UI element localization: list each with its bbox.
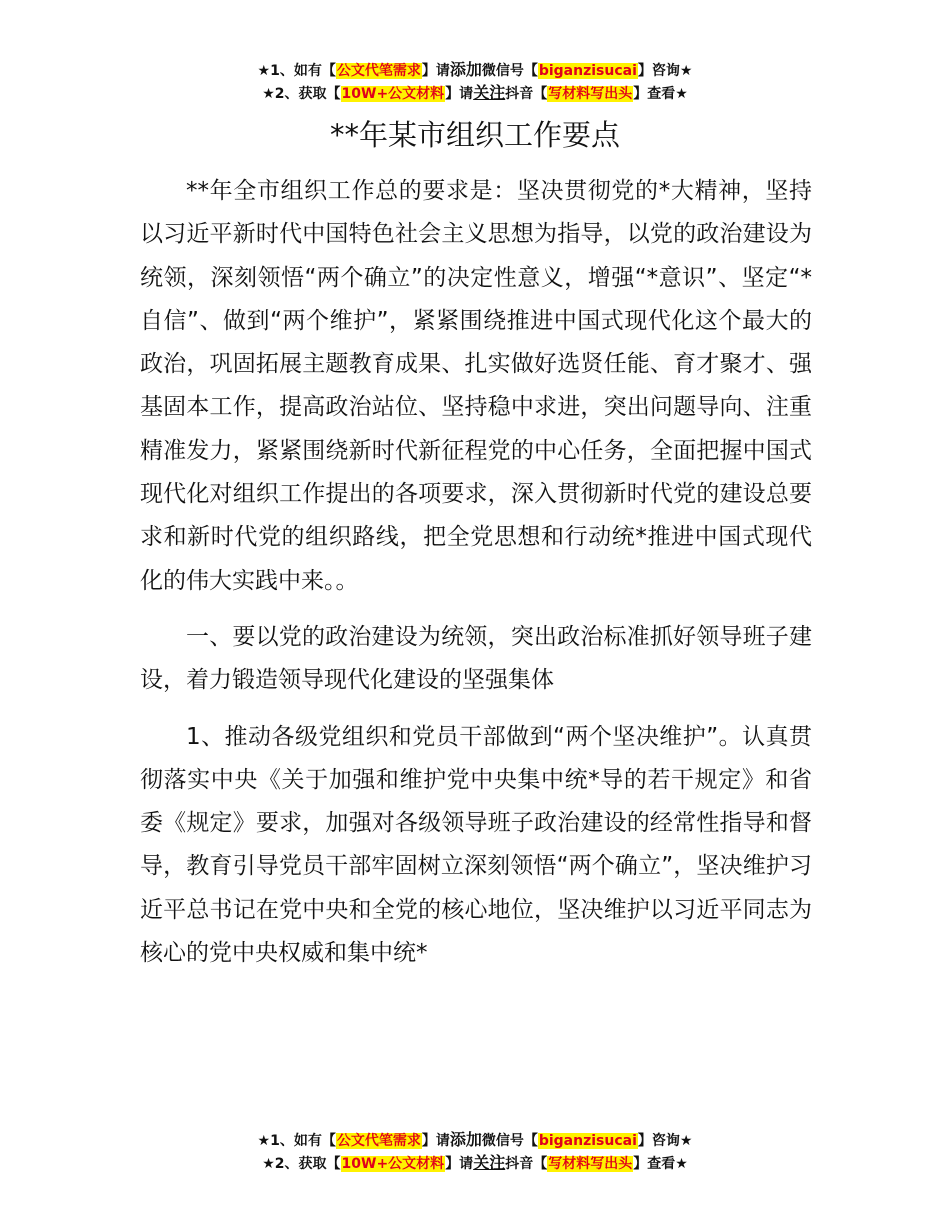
banner-text: ★1、如有【 bbox=[257, 63, 336, 79]
paragraph-item-1: 1、推动各级党组织和党员干部做到“两个坚决维护”。认真贯彻落实中央《关于加强和维护党中央集中统*导的若干规定》和省委《规定》要求，加强对各级领导班子政治建设的经常性指导和督导，教育引导党员干部牢固树立深刻领悟“两个确立”，坚决维护习近平总书记在党中央和全党的核心地位，坚决维护以习近平同志为核心的党中央权威和集中统* bbox=[140, 723, 812, 967]
paragraph-overall-requirements: **年全市组织工作总的要求是：坚决贯彻党的*大精神，坚持以习近平新时代中国特色社会主义思想为指导，以党的政治建设为统领，深刻领悟“两个确立”的决定性意义，增强“*意识”、坚定“*自信”、做到“两个维护”，紧紧围绕推进中国式现代化这个最大的政治，巩固拓展主题教育成果、扎实做好选贤任能、育才聚才、强基固本工作，提高政治站位、坚持稳中求进，突出问题导向、注重精准发力，紧紧围绕新时代新征程党的中心任务，全面把握中国式现代化对组织工作提出的各项要求，深入贯彻新时代党的建设总要求和新时代党的组织路线，把全党思想和行动统*推进中国式现代化的伟大实践中来。。 bbox=[140, 178, 812, 594]
banner-text: 】请 bbox=[421, 63, 450, 79]
banner-text: ★2、获取【 bbox=[262, 86, 341, 102]
footer-ad-banner bbox=[0, 1129, 950, 1175]
banner-highlight-douyin-id: 写材料写出头 bbox=[548, 1156, 633, 1172]
document-body bbox=[140, 170, 812, 988]
banner-text: 】请 bbox=[421, 1133, 450, 1149]
banner-line-1 bbox=[0, 59, 950, 82]
banner-text: 微信号【 bbox=[481, 63, 538, 79]
banner-text: 】请 bbox=[445, 1156, 474, 1172]
banner-text: 】请 bbox=[445, 86, 474, 102]
section-heading-1: 一、要以党的政治建设为统领，突出政治标准抓好领导班子建设，着力锻造领导现代化建设的坚强集体 bbox=[140, 623, 812, 694]
banner-text: 】咨询★ bbox=[637, 63, 693, 79]
banner-text: 】查看★ bbox=[633, 86, 688, 102]
document-title: **年某市组织工作要点 bbox=[329, 118, 620, 152]
banner-highlight-wechat-id: biganzisucai bbox=[538, 1133, 637, 1149]
banner-text: ★2、获取【 bbox=[262, 1156, 341, 1172]
banner-highlight-douyin-id: 写材料写出头 bbox=[548, 86, 633, 102]
banner-text: 】咨询★ bbox=[637, 1133, 693, 1149]
header-ad-banner bbox=[0, 59, 950, 105]
banner-highlight: 公文代笔需求 bbox=[336, 1133, 421, 1149]
banner-line-2 bbox=[0, 82, 950, 105]
banner-text: 抖音【 bbox=[505, 1156, 548, 1172]
banner-line-2 bbox=[0, 1152, 950, 1175]
banner-emphasis: 添加 bbox=[449, 60, 482, 79]
banner-highlight: 10W+公文材料 bbox=[341, 86, 445, 102]
banner-text: 微信号【 bbox=[481, 1133, 538, 1149]
banner-highlight: 10W+公文材料 bbox=[341, 1156, 445, 1172]
banner-text: ★1、如有【 bbox=[257, 1133, 336, 1149]
banner-text: 】查看★ bbox=[633, 1156, 688, 1172]
banner-line-1 bbox=[0, 1129, 950, 1152]
banner-highlight: 公文代笔需求 bbox=[336, 63, 421, 79]
banner-emphasis: 添加 bbox=[449, 1130, 482, 1149]
banner-emphasis: 关注 bbox=[473, 1153, 506, 1172]
banner-emphasis: 关注 bbox=[473, 83, 506, 102]
banner-text: 抖音【 bbox=[505, 86, 548, 102]
banner-highlight-wechat-id: biganzisucai bbox=[538, 63, 637, 79]
